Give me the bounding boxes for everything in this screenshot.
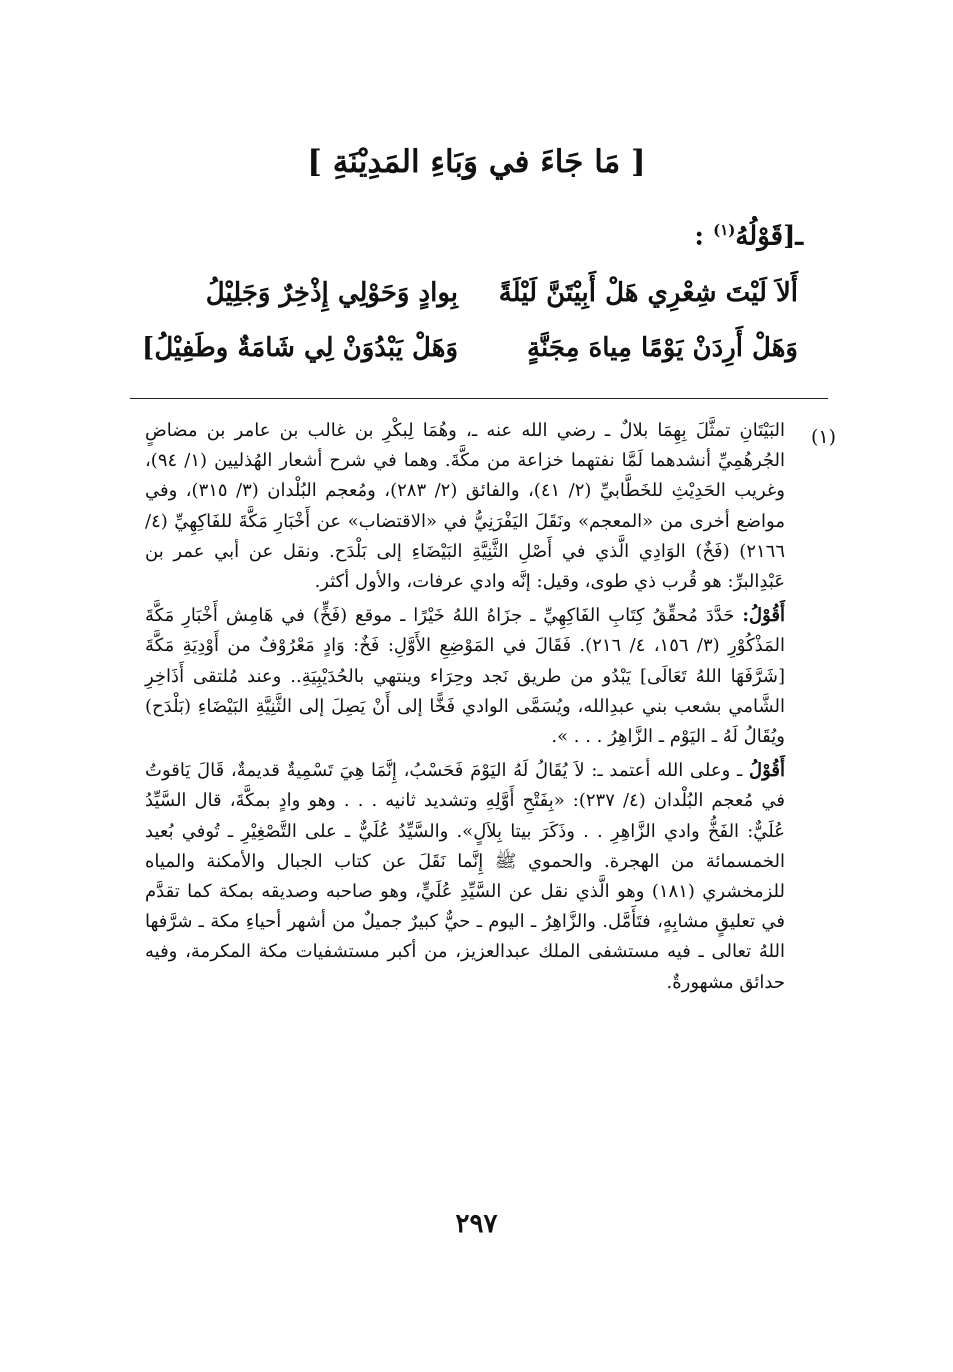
verse-2-second-hemistich: وَهَلْ يَبْدُوَنْ لِي شَامَةٌ وطَفِيْلُ] [142, 333, 458, 363]
paragraph-3-lead: أَقُوْلُ [749, 760, 785, 782]
footnote-paragraph-1: البَيْتَانِ تمثَّلَ بِهِمَا بلالٌ ـ رضي الله عنه ـ، وهُمَا لِبكْرِ بن غالب بن عامر بن مضاضٍ الجُرهُمِيِّ أنشدهما لَمَّا نفتهما خزاعة من مكَّةَ. وهما في شرح أشعار الهُذليين (١/ ٩٤)، وغريب الحَدِيْثِ للخَطَّابيِّ (٢/ ٤١)، والفائق (٢/ ٢٨٣)، ومُعجم البُلْدان (٣/ ٣١٥)، وفي مواضع أخرى من «المعجم» ونَقَلَ اليَفْرَنِيُّ في «الاقتضاب» عن أَخْبَارِ مَكَّةَ للفَاكِهِيِّ (٤/ ٢١٦٦) (فَخٌ) الوَادِي الَّذي في أَصْلِ الثَّنِيَّةِ البَيْضَاءِ إلى بَلْدَح. ونقل عن أبي عمر بن عَبْدِالبرِّ: هو قُرب ذي طوى، وقيل: إنَّه وادي عرفات، والأول أكثر. [145, 420, 785, 593]
verse-line-1 [168, 268, 798, 318]
qawluh-label [694, 210, 803, 257]
footnote-divider [130, 398, 828, 399]
verse-2-first-hemistich: وَهَلْ أَرِدَنْ يَوْمًا مِياهَ مِجَنَّةٍ [527, 333, 798, 363]
paragraph-2-lead: أَقُوْلُ: [742, 605, 785, 627]
qawluh-colon: : [694, 221, 705, 252]
verse-line-2 [142, 323, 798, 373]
footnote-paragraph-3 [145, 756, 785, 998]
paragraph-2-text: حَدَّدَ مُحقِّقُ كِتَابِ الفَاكِهِيِّ ـ جزَاهُ اللهُ خَيْرًا ـ موقع (فَخٍّ) في هَامِش أَخْبَارِ مَكَّةَ المَذْكُوْرِ (٣/ ١٥٦، ٤/ ٢١٦). فَقَالَ في المَوْضِعِ الأَوَّلِ: فَخٌ: وَادٍ مَعْرُوْفٌ من أَوْدِيَةِ مَكَّةَ [شَرَّفَهَا اللهُ تَعَالَى] يَبْدُو من طريق نَجد وحِرَاء وينتهي بالحُدَيْبِيَةِ.. وعند مُلتقى أَذَاخِرِ الشَّامي بشعب بني عبدِالله، ويُسَمَّى الوادي فَخًّا إلى أَنْ يَصِلَ إلى الثَّنِيَّةِ البَيْضَاءِ (بَلْدَح) ويُقَالُ لَهُ ـ اليَوْم ـ الزَّاهِرُ . . . ». [145, 605, 785, 748]
footnote-ref[interactable]: (١) [713, 221, 736, 239]
footnote-number: (١) [810, 426, 836, 448]
footnote-body [145, 416, 785, 998]
verse-1-first-hemistich: أَلاَ لَيْتَ شِعْرِي هَلْ أَبِيْتَنَّ لَيْلَةً [498, 278, 798, 308]
qawluh-text: ـ[قَوْلُهُ [735, 221, 803, 252]
page-number: ٢٩٧ [455, 1209, 498, 1239]
paragraph-3-text: ـ وعلى الله أعتمد ـ: لاَ يُقَالُ لَهُ اليَوْمَ فَحَسْبُ، إِنَّمَا هِيَ تَسْمِيةٌ قديمةٌ، قَالَ يَاقوتُ في مُعجم البُلْدان (٤/ ٢٣٧): «بِفَتْحِ أَوَّلِهِ وتشديد ثانيه . . . وهو وادٍ بمكَّةَ، قال السَّيِّدُ عُلَيٌّ: الفَخُّ وادي الزَّاهِرِ . . وذَكَرَ بيتا بِلاَلٍ». والسَّيِّدُ عُلَيٌّ ـ على التَّصْغِيْرِ ـ تُوفي بُعيد الخمسمائة من الهجرة. والحموي ﷺ إِنَّما نَقَلَ عن كتاب الجبال والأمكنة والمياه للزمخشري (١٨١) وهو الَّذي نقل عن السَّيِّدِ عُلَيٍّ، وهو صاحبه وصديقه بمكة كما تقدَّم في تعليقٍ مشابِهٍ، فتَأَمَّل. والزَّاهِرُ ـ اليوم ـ حيٌّ كبيرٌ جميلٌ من أشهر أحياءِ مكة ـ شرَّفها اللهُ تعالى ـ فيه مستشفى الملك عبدالعزيز، من أكبر مستشفيات مكة المكرمة، وفيه حدائق مشهورةٌ. [145, 760, 785, 993]
footnote-paragraph-2 [145, 601, 785, 752]
verse-1-second-hemistich: بِوادٍ وَحَوْلِي إِذْخِرٌ وَجَلِيْلُ [205, 278, 458, 308]
chapter-heading: [ مَا جَاءَ في وَبَاءِ المَدِيْنَةِ ] [307, 144, 646, 180]
